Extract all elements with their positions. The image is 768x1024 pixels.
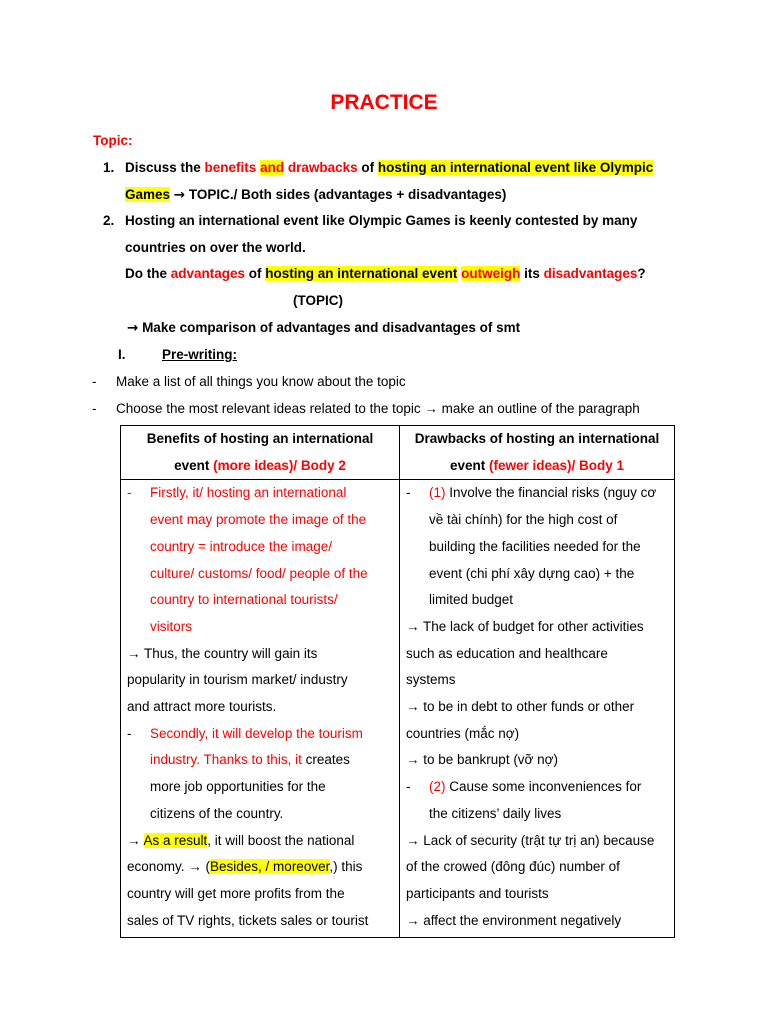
header-fewer-ideas: (fewer ideas)/ Body 1 xyxy=(488,457,625,473)
item1-and: and xyxy=(260,160,285,175)
drawback-line: về tài chính) for the high cost of xyxy=(429,512,618,528)
drawback-line: such as education and healthcare xyxy=(406,645,608,661)
item1-of: of xyxy=(357,160,378,175)
bullet-dash: - xyxy=(92,401,97,416)
item2-topic-tag: (TOPIC) xyxy=(293,293,343,308)
benefit-line xyxy=(127,721,393,748)
drawbacks-header xyxy=(400,426,675,480)
bullet-item: Make a list of all things you know about the topic xyxy=(116,374,406,389)
benefit-line: country = introduce the image/ xyxy=(150,538,332,554)
item1-number: 1. xyxy=(103,160,115,175)
arrow-icon: → xyxy=(173,187,186,203)
benefit-line: country to international tourists/ xyxy=(150,592,338,608)
item1-drawbacks: drawbacks xyxy=(287,160,358,175)
item2-question xyxy=(125,260,646,287)
drawback-text: Involve the financial risks (nguy cơ xyxy=(445,485,657,501)
dash: - xyxy=(406,485,411,501)
q-its: its xyxy=(520,266,544,281)
drawback-line: of the crowed (đông đúc) number of xyxy=(406,859,620,875)
item1-highlight1: hosting an international event like Olympic xyxy=(377,160,654,175)
benefit-text: Firstly, it/ hosting an international xyxy=(150,485,347,501)
dash: - xyxy=(406,779,411,795)
benefit-line xyxy=(127,747,393,774)
benefit-text: creates xyxy=(301,752,350,768)
item1-line1 xyxy=(125,154,653,181)
arrow-icon: → xyxy=(127,832,144,848)
outline-table xyxy=(120,425,675,938)
bullet-item: Choose the most relevant ideas related to the topic → make an outline of the paragraph xyxy=(116,401,640,416)
benefit-line: popularity in tourism market/ industry xyxy=(127,672,348,688)
benefit-line: visitors xyxy=(150,618,193,634)
drawback-line: event (chi phí xây dựng cao) + the xyxy=(429,565,635,581)
item1-line2 xyxy=(125,181,506,208)
drawback-number: (2) xyxy=(429,779,446,795)
benefit-line xyxy=(127,480,393,507)
benefit-text: , it will boost the national xyxy=(207,832,355,848)
table-body-row xyxy=(121,480,675,938)
q-advantages: advantages xyxy=(170,266,246,281)
drawbacks-header-line2 xyxy=(406,453,668,480)
table-header-row xyxy=(121,426,675,480)
header-event: event xyxy=(174,457,214,473)
drawback-line: → to be bankrupt (vỡ nợ) xyxy=(406,752,559,768)
arrow-icon: → xyxy=(127,320,139,336)
drawback-line xyxy=(406,774,668,801)
q-disadvantages: disadvantages xyxy=(543,266,638,281)
item2-line1: Hosting an international event like Olympic Games is keenly contested by many xyxy=(125,213,638,228)
benefit-line: citizens of the country. xyxy=(150,805,284,821)
section-heading: Pre-writing: xyxy=(162,347,238,362)
benefit-text: Secondly, it will develop the tourism xyxy=(150,725,363,741)
benefits-cell xyxy=(121,480,400,938)
page-title: PRACTICE xyxy=(330,91,438,114)
topic-label: Topic: xyxy=(93,133,133,148)
q-outweigh: outweigh xyxy=(461,266,521,281)
q-end: ? xyxy=(637,266,646,281)
benefit-line: more job opportunities for the xyxy=(150,779,326,795)
q-do: Do the xyxy=(125,266,171,281)
benefits-header-line2 xyxy=(127,453,393,480)
drawback-line: → Lack of security (trật tự trị an) because xyxy=(406,832,655,848)
drawbacks-cell xyxy=(400,480,675,938)
section-number: I. xyxy=(118,347,126,362)
benefit-line xyxy=(127,828,393,855)
compare-text: Make comparison of advantages and disadvantages of smt xyxy=(138,320,521,335)
benefit-line: → Thus, the country will gain its xyxy=(127,645,318,661)
dash: - xyxy=(127,485,132,501)
benefit-highlight: As a result xyxy=(143,832,208,848)
item1-highlight2: Games xyxy=(125,187,171,202)
benefit-line: and attract more tourists. xyxy=(127,699,277,715)
benefit-text: economy. → ( xyxy=(127,859,211,875)
benefit-highlight: Besides, / moreover xyxy=(210,859,330,875)
drawback-line: the citizens’ daily lives xyxy=(429,805,562,821)
item1-text: Discuss the xyxy=(125,160,205,175)
item2-compare xyxy=(127,314,520,341)
bullet-dash: - xyxy=(92,374,97,389)
drawback-text: Cause some inconveniences for xyxy=(445,779,642,795)
item1-benefits: benefits xyxy=(204,160,257,175)
drawback-line: limited budget xyxy=(429,592,514,608)
drawback-number: (1) xyxy=(429,485,446,501)
benefit-line: country will get more profits from the xyxy=(127,885,345,901)
dash: - xyxy=(127,725,132,741)
drawback-line: building the facilities needed for the xyxy=(429,538,641,554)
drawback-line: systems xyxy=(406,672,456,688)
drawback-line: participants and tourists xyxy=(406,885,549,901)
benefits-header xyxy=(121,426,400,480)
benefit-line: event may promote the image of the xyxy=(150,512,367,528)
drawback-line: → to be in debt to other funds or other xyxy=(406,699,635,715)
drawback-line: → The lack of budget for other activities xyxy=(406,618,644,634)
item2-number: 2. xyxy=(103,213,115,228)
benefits-header-line1: Benefits of hosting an international xyxy=(146,431,374,446)
q-of: of xyxy=(245,266,266,281)
header-event: event xyxy=(449,457,489,473)
item1-rest: TOPIC./ Both sides (advantages + disadvantages) xyxy=(185,187,507,202)
benefit-text-red: industry. Thanks to this, it xyxy=(150,752,302,768)
drawback-line xyxy=(406,480,668,507)
header-more-ideas: (more ideas)/ Body 2 xyxy=(213,457,346,473)
drawbacks-header-line1: Drawbacks of hosting an international xyxy=(414,431,660,446)
benefit-line xyxy=(127,854,393,881)
drawback-line: → affect the environment negatively xyxy=(406,912,622,928)
benefit-line: sales of TV rights, tickets sales or tourist xyxy=(127,912,369,928)
q-highlight: hosting an international event xyxy=(265,266,458,281)
benefit-text: ,) this xyxy=(329,859,363,875)
item2-line2: countries on over the world. xyxy=(125,240,306,255)
benefit-line: culture/ customs/ food/ people of the xyxy=(150,565,368,581)
drawback-line: countries (mắc nợ) xyxy=(406,725,520,741)
